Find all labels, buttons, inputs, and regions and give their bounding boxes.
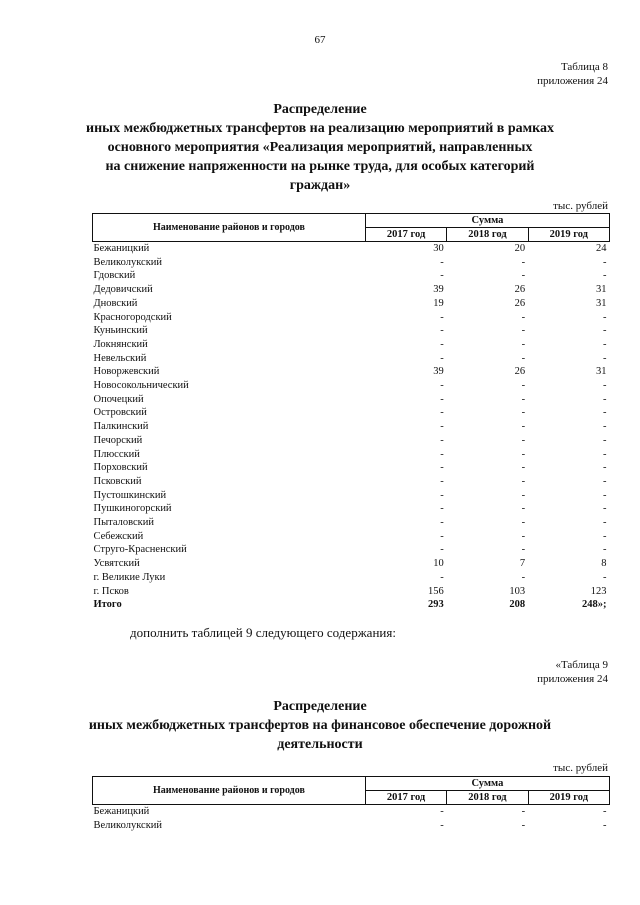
table8-district-name: Плюсский	[93, 448, 140, 460]
table8-value-cell: -	[440, 421, 444, 433]
table8-total-value: 293	[428, 599, 444, 611]
table8-value-cell: -	[521, 352, 526, 364]
table8-value-cell: -	[521, 407, 526, 419]
table8-value-cell: -	[603, 517, 607, 529]
table8-value-cell: 24	[596, 243, 607, 254]
table8-district-name: Пустошкинский	[93, 489, 167, 501]
table8-row	[93, 448, 610, 462]
table8-value-cell: -	[603, 407, 607, 419]
table9-header-year: 2019 год	[528, 791, 609, 805]
table8-value-cell: 31	[596, 284, 607, 296]
table8-total-value: 248»;	[582, 599, 607, 611]
table8-value-cell: -	[440, 256, 444, 268]
table8-value-cell: -	[521, 517, 526, 529]
table8-value-cell: -	[440, 393, 444, 405]
table8-value-cell: -	[603, 325, 607, 337]
table8-row	[93, 585, 610, 599]
table9-value-cell: -	[521, 819, 526, 831]
table9-value-cell: -	[440, 819, 444, 831]
table8-value-cell: -	[603, 311, 607, 323]
table8-ref-line2: приложения 24	[537, 75, 608, 87]
table8-value-cell: -	[440, 530, 444, 542]
table8-row	[93, 489, 610, 503]
table9-value-cell: -	[440, 806, 444, 817]
table8-value-cell: -	[440, 352, 444, 364]
table8-row	[93, 242, 610, 256]
table8-value-cell: -	[440, 325, 444, 337]
table8-header-sum: Сумма	[365, 214, 609, 228]
table8-value-cell: -	[603, 338, 607, 350]
table8-value-cell: 20	[514, 243, 526, 254]
table9-district-name: Великолукский	[93, 819, 163, 831]
table8-district-name: Усвятский	[93, 558, 140, 570]
table8-value-cell: 26	[514, 366, 526, 378]
table8-row	[93, 516, 610, 530]
table8-district-name: Великолукский	[93, 256, 163, 268]
table8-value-cell: -	[521, 421, 526, 433]
table8-value-cell: -	[603, 462, 607, 474]
table8-row	[93, 379, 610, 393]
table8-header-year: 2018 год	[447, 228, 528, 242]
table8-value-cell: -	[440, 571, 444, 583]
table8-title-line5: граждан»	[289, 178, 351, 193]
table8-units: тыс. рублей	[553, 200, 608, 212]
table9-value-cell: -	[603, 806, 607, 817]
table8-value-cell: 7	[519, 558, 526, 570]
table8-value-cell: -	[603, 434, 607, 446]
table8-district-name: Новоржевский	[93, 366, 160, 378]
table8-value-cell: -	[603, 489, 607, 501]
table8-value-cell: -	[440, 270, 444, 282]
table8-value-cell: 103	[509, 585, 526, 597]
table8-value-cell: -	[521, 393, 526, 405]
table8-district-name: г. Псков	[93, 585, 129, 597]
table8-row	[93, 461, 610, 475]
table9-value-cell: -	[603, 819, 607, 831]
table8-title	[60, 100, 580, 195]
table9-title-line3: деятельности	[277, 737, 363, 752]
table9-header-year: 2018 год	[447, 791, 528, 805]
table8-value-cell: 8	[601, 558, 607, 570]
table8-value-cell: -	[440, 544, 444, 556]
table8-value-cell: -	[440, 448, 444, 460]
table8-district-name: Псковский	[93, 475, 142, 487]
table8-row	[93, 256, 610, 270]
table8-value-cell: 39	[433, 284, 444, 296]
table8-value-cell: -	[603, 448, 607, 460]
table8-row	[93, 269, 610, 283]
table8-district-name: Куньинский	[93, 325, 148, 337]
table8-body	[93, 242, 610, 612]
instruction-paragraph: дополнить таблицей 9 следующего содержания:	[130, 625, 396, 640]
table8-row	[93, 352, 610, 366]
table8-value-cell: -	[521, 434, 526, 446]
table8-reference	[537, 60, 608, 88]
table8-value-cell: -	[521, 311, 526, 323]
table8-row	[93, 502, 610, 516]
table8-district-name: Палкинский	[93, 421, 149, 433]
table8-value-cell: 26	[514, 297, 526, 309]
table8-ref-line1: Таблица 8	[560, 61, 608, 73]
table8-district-name: Гдовский	[93, 270, 136, 282]
table8-district-name: Опочецкий	[93, 393, 144, 405]
table8-row	[93, 297, 610, 311]
table8-title-line4: на снижение напряженности на рынке труда, для особых категорий	[105, 159, 535, 174]
table8-district-name: Локнянский	[93, 338, 148, 350]
table8-total-value: 208	[509, 599, 526, 611]
table9-district-name: Бежаницкий	[93, 806, 150, 817]
table8	[92, 213, 610, 612]
table8-value-cell: -	[521, 571, 526, 583]
table8-value-cell: -	[521, 325, 526, 337]
table9-header-year: 2017 год	[365, 791, 446, 805]
table8-district-name: Порховский	[93, 462, 148, 474]
table8-value-cell: -	[521, 489, 526, 501]
table8-row	[93, 571, 610, 585]
table8-district-name: Пыталовский	[93, 517, 154, 529]
table8-value-cell: -	[603, 270, 607, 282]
table8-row	[93, 434, 610, 448]
table9-value-cell: -	[521, 806, 526, 817]
table9-ref-line2: приложения 24	[537, 673, 608, 685]
table8-row	[93, 311, 610, 325]
table8-value-cell: -	[603, 380, 607, 392]
table8-row	[93, 365, 610, 379]
table8-value-cell: -	[603, 352, 607, 364]
table8-district-name: Струго-Красненский	[93, 544, 187, 556]
table8-value-cell: -	[521, 544, 526, 556]
table8-row	[93, 557, 610, 571]
table8-value-cell: -	[440, 517, 444, 529]
table8-value-cell: 19	[433, 297, 444, 309]
table9-title	[60, 697, 580, 754]
table8-header-year: 2017 год	[365, 228, 446, 242]
table8-value-cell: -	[603, 475, 607, 487]
table8-row	[93, 393, 610, 407]
table8-value-cell: -	[603, 571, 607, 583]
table8-value-cell: -	[521, 338, 526, 350]
table8-value-cell: -	[521, 380, 526, 392]
table8-value-cell: 39	[433, 366, 444, 378]
table8-row	[93, 324, 610, 338]
table8-row	[93, 420, 610, 434]
table8-value-cell: 26	[514, 284, 526, 296]
table9-header-sum: Сумма	[365, 777, 609, 791]
table9-header-name: Наименование районов и городов	[93, 777, 366, 805]
table8-value-cell: 123	[590, 585, 607, 597]
table8-district-name: Пушкиногорский	[93, 503, 172, 515]
table8-row	[93, 475, 610, 489]
table8-value-cell: -	[440, 475, 444, 487]
table8-header-name: Наименование районов и городов	[93, 214, 366, 242]
table8-district-name: Невельский	[93, 352, 147, 364]
table9	[92, 776, 610, 832]
table8-row	[93, 283, 610, 297]
table9-row	[93, 805, 610, 819]
table8-total-label: Итого	[93, 599, 122, 611]
table8-header-year: 2019 год	[528, 228, 609, 242]
table8-row	[93, 530, 610, 544]
table8-district-name: Красногородский	[93, 311, 172, 323]
table8-title-line1: Распределение	[273, 102, 367, 117]
table8-value-cell: 30	[433, 243, 444, 254]
table8-value-cell: 156	[428, 585, 444, 597]
table9-ref-line1: «Таблица 9	[555, 659, 608, 671]
table8-value-cell: -	[521, 530, 526, 542]
table9-reference	[537, 658, 608, 686]
table8-value-cell: -	[440, 434, 444, 446]
table8-row	[93, 543, 610, 557]
table8-district-name: Дедовичский	[93, 284, 153, 296]
table8-value-cell: -	[440, 503, 444, 515]
table8-district-name: Дновский	[93, 297, 138, 309]
table8-value-cell: -	[440, 338, 444, 350]
table8-district-name: Печорский	[93, 434, 143, 446]
page-number: 67	[314, 34, 326, 46]
table9-title-line2: иных межбюджетных трансфертов на финансовое обеспечение дорожной	[88, 718, 552, 733]
table8-value-cell: -	[521, 270, 526, 282]
table8-value-cell: -	[440, 311, 444, 323]
table8-total-row	[93, 598, 610, 612]
table8-district-name: Новосокольнический	[93, 380, 189, 392]
table8-district-name: Бежаницкий	[93, 243, 150, 254]
table8-row	[93, 338, 610, 352]
table8-title-line3: основного мероприятия «Реализация мероприятий, направленных	[107, 140, 533, 155]
table8-value-cell: -	[521, 256, 526, 268]
table8-district-name: Себежский	[93, 530, 144, 542]
table8-value-cell: -	[603, 544, 607, 556]
table9-title-line1: Распределение	[273, 699, 367, 714]
table8-value-cell: 10	[433, 558, 444, 570]
table8-value-cell: -	[603, 503, 607, 515]
table8-value-cell: 31	[596, 297, 607, 309]
table9-body	[93, 805, 610, 833]
table8-value-cell: -	[440, 380, 444, 392]
table8-value-cell: -	[603, 256, 607, 268]
table8-value-cell: -	[521, 503, 526, 515]
table8-value-cell: -	[521, 475, 526, 487]
table8-value-cell: -	[603, 530, 607, 542]
table8-value-cell: 31	[596, 366, 607, 378]
table8-value-cell: -	[440, 407, 444, 419]
table8-value-cell: -	[440, 462, 444, 474]
table8-value-cell: -	[440, 489, 444, 501]
table8-district-name: Островский	[93, 407, 147, 419]
table8-district-name: г. Великие Луки	[93, 571, 166, 583]
table8-value-cell: -	[603, 393, 607, 405]
table8-value-cell: -	[603, 421, 607, 433]
table9-row	[93, 819, 610, 833]
table8-value-cell: -	[521, 448, 526, 460]
table8-row	[93, 406, 610, 420]
table8-value-cell: -	[521, 462, 526, 474]
table9-units: тыс. рублей	[553, 762, 608, 774]
table8-title-line2: иных межбюджетных трансфертов на реализацию мероприятий в рамках	[86, 121, 554, 136]
